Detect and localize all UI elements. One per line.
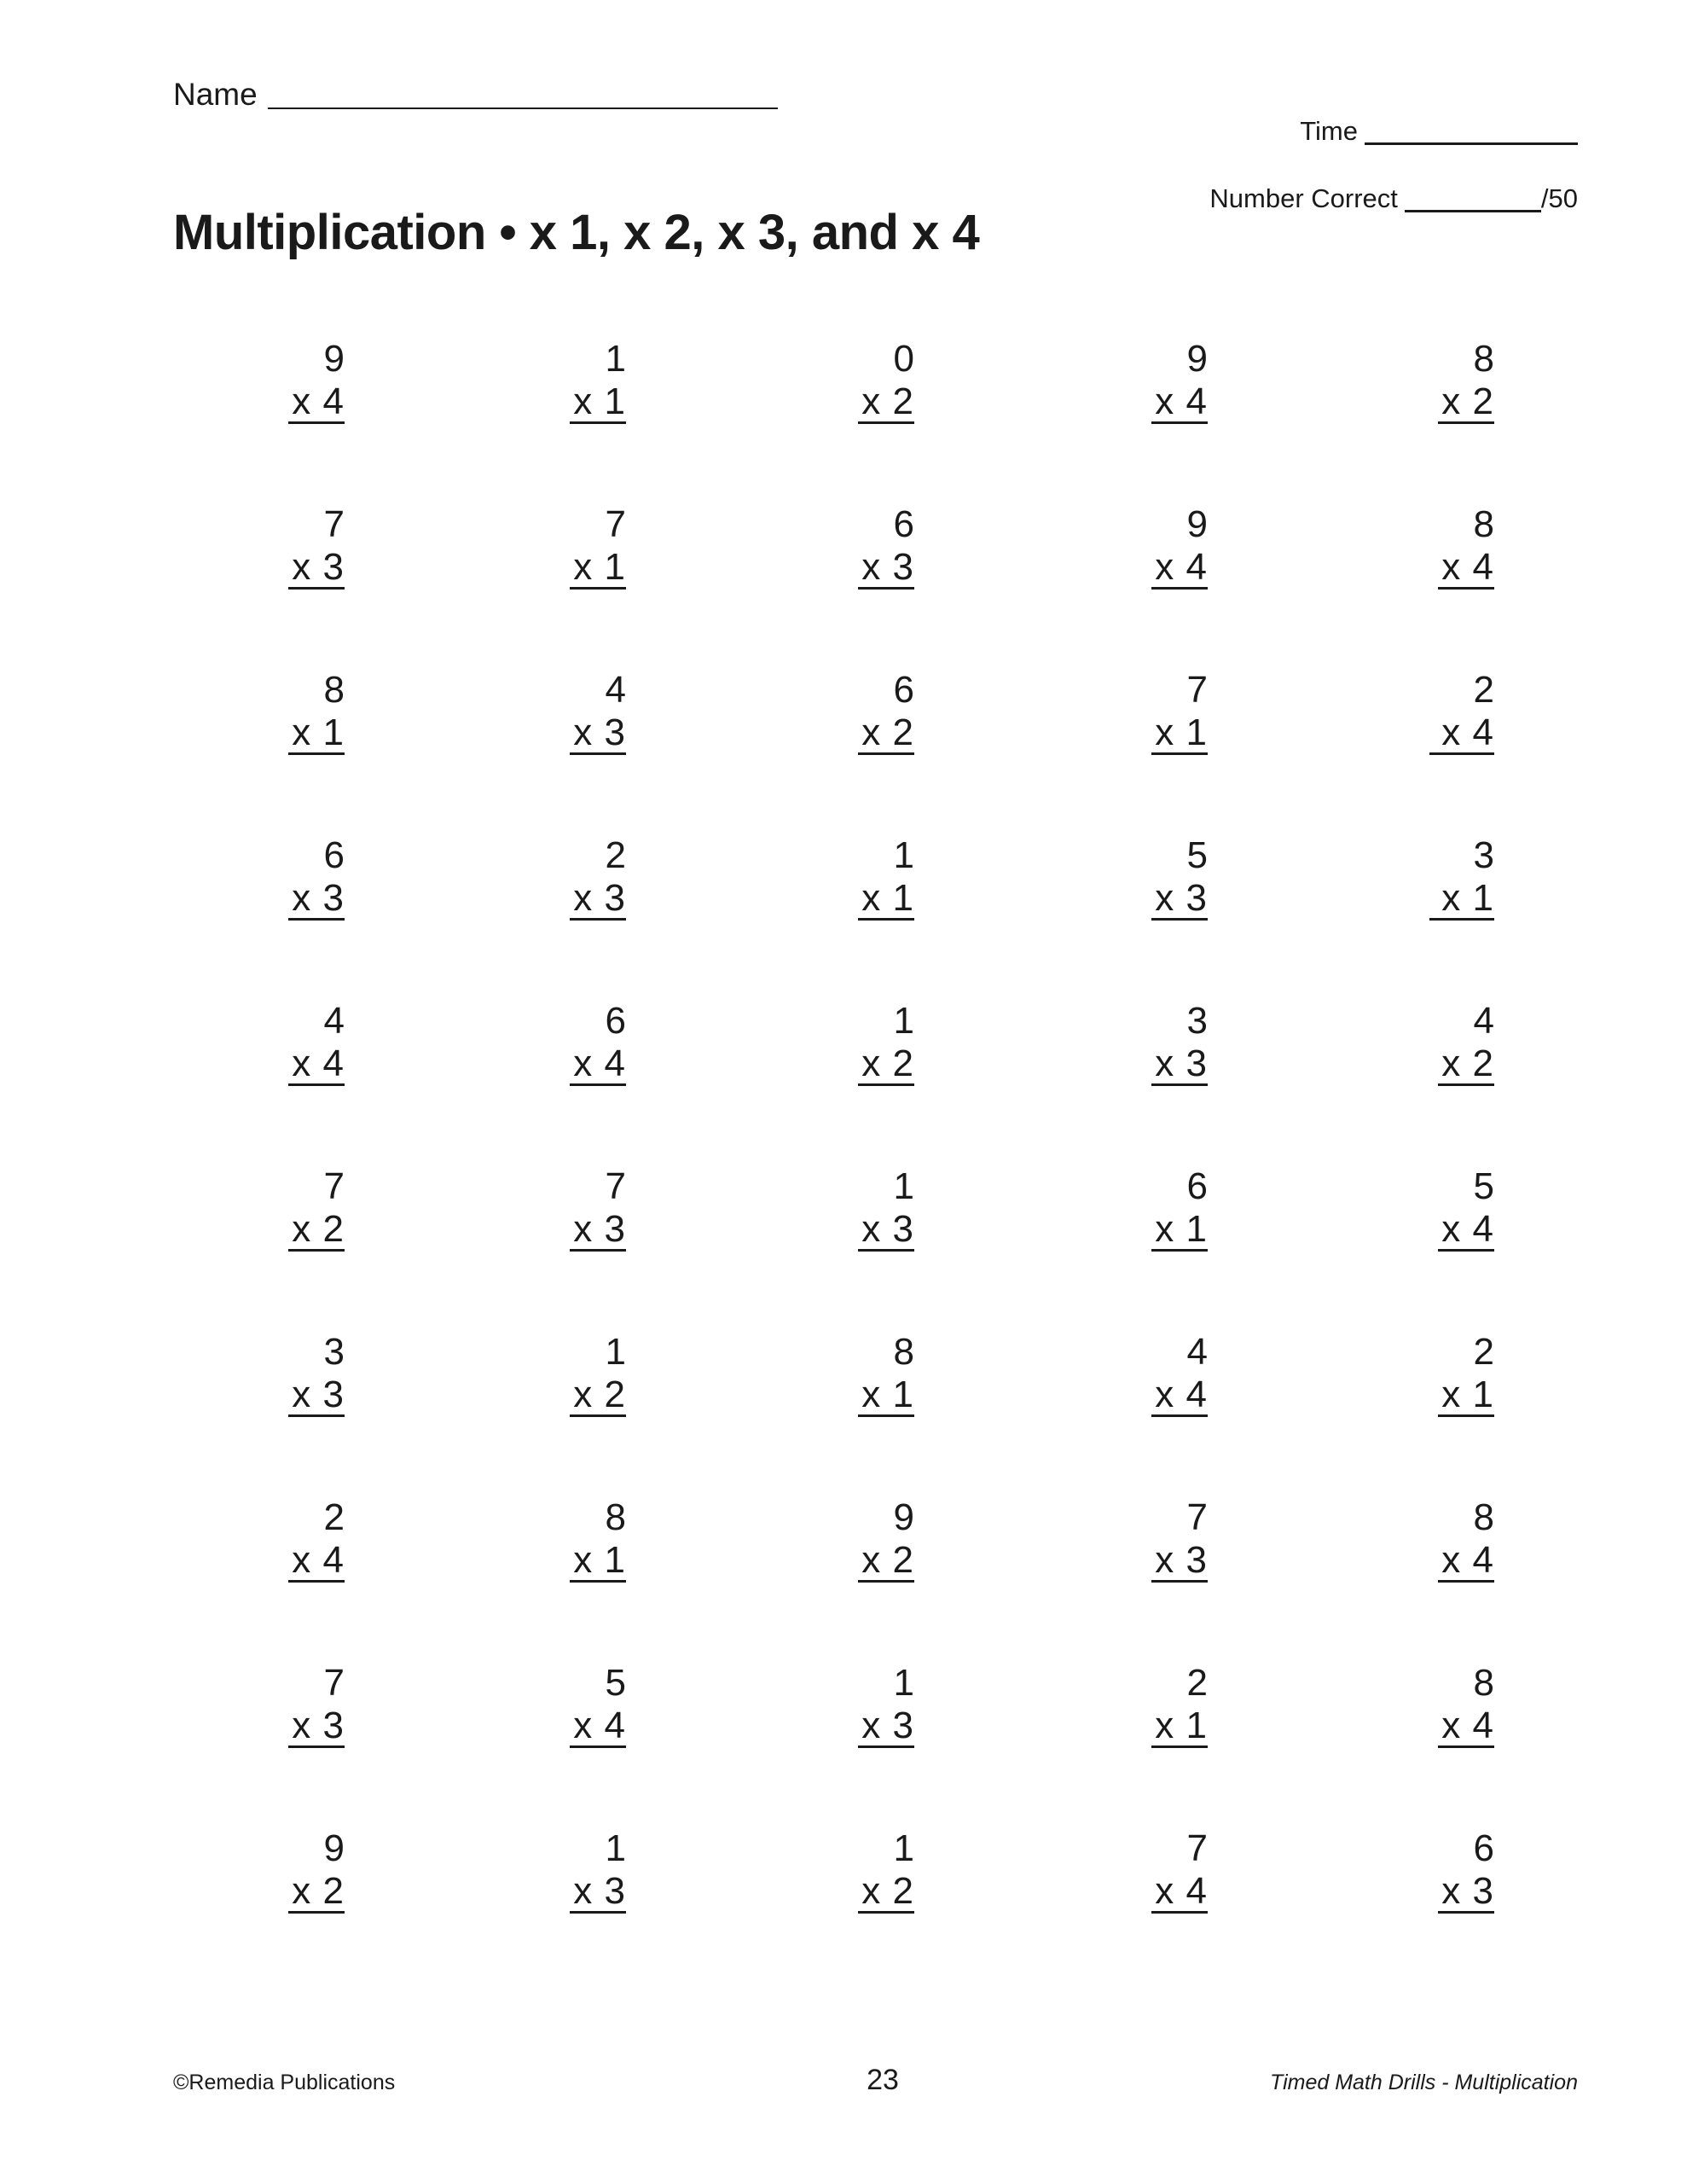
problem-multiplier: x 2 (1438, 382, 1494, 424)
problem-item (1080, 669, 1208, 755)
problem-multiplier: x 3 (1151, 1044, 1208, 1086)
problem-multiplicand: 9 (1186, 338, 1208, 380)
time-blank-line[interactable] (1365, 142, 1578, 145)
problem-item (786, 503, 914, 590)
problem-item (1366, 669, 1494, 755)
problem-item (1366, 1662, 1494, 1748)
problem-multiplier: x 4 (570, 1706, 626, 1748)
problem-multiplier: x 4 (1438, 1706, 1494, 1748)
problem-item (1080, 834, 1208, 921)
problem-multiplier: x 2 (288, 1210, 345, 1252)
problem-item (498, 1496, 626, 1583)
footer-page-number: 23 (867, 2064, 899, 2096)
problem-item (1366, 1000, 1494, 1086)
problem-multiplicand: 9 (323, 338, 345, 380)
problem-multiplicand: 7 (1186, 1496, 1208, 1538)
number-correct-total: /50 (1540, 183, 1578, 213)
problem-multiplicand: 4 (323, 1000, 345, 1042)
problem-multiplicand: 6 (1186, 1165, 1208, 1207)
problem-item (498, 1165, 626, 1252)
problem-multiplicand: 7 (323, 1165, 345, 1207)
problem-multiplicand: 8 (1473, 338, 1494, 380)
problem-multiplier: x 4 (1151, 1375, 1208, 1417)
problem-multiplier: x 3 (288, 1375, 345, 1417)
problem-item (786, 669, 914, 755)
problem-item (1366, 1165, 1494, 1252)
problem-multiplicand: 9 (893, 1496, 914, 1538)
problem-multiplicand: 7 (1186, 1827, 1208, 1869)
problem-multiplier: x 2 (570, 1375, 626, 1417)
problem-item (217, 1496, 345, 1583)
problem-item (786, 1662, 914, 1748)
problem-multiplicand: 3 (1473, 834, 1494, 876)
problem-item (1080, 1331, 1208, 1417)
problem-multiplier: x 2 (858, 382, 914, 424)
problem-multiplier: x 4 (288, 382, 345, 424)
problem-item (217, 1165, 345, 1252)
problem-multiplicand: 8 (1473, 503, 1494, 545)
problem-multiplicand: 5 (1473, 1165, 1494, 1207)
problem-multiplier: x 2 (858, 713, 914, 755)
problem-multiplier: x 4 (1151, 382, 1208, 424)
problem-item (498, 1000, 626, 1086)
problem-item (217, 1331, 345, 1417)
problem-multiplier: x 4 (1429, 713, 1494, 755)
problem-multiplicand: 6 (893, 503, 914, 545)
problem-item (217, 834, 345, 921)
problem-item (1366, 1827, 1494, 1914)
problem-multiplier: x 1 (858, 1375, 914, 1417)
name-label: Name (173, 77, 258, 112)
problem-multiplicand: 1 (893, 1662, 914, 1704)
problem-multiplier: x 2 (288, 1872, 345, 1914)
problem-multiplicand: 5 (605, 1662, 626, 1704)
problem-multiplier: x 3 (288, 548, 345, 590)
problem-multiplier: x 3 (570, 1872, 626, 1914)
problem-multiplier: x 3 (858, 1210, 914, 1252)
problem-multiplicand: 1 (893, 1000, 914, 1042)
problem-multiplier: x 3 (1438, 1872, 1494, 1914)
problem-multiplicand: 8 (1473, 1496, 1494, 1538)
problem-item (498, 669, 626, 755)
problem-multiplier: x 1 (858, 879, 914, 921)
problem-multiplicand: 0 (893, 338, 914, 380)
problem-multiplicand: 1 (893, 1827, 914, 1869)
problem-multiplicand: 2 (1473, 1331, 1494, 1373)
number-correct-row (1209, 182, 1578, 216)
problem-item (1366, 1331, 1494, 1417)
number-correct-blank-line[interactable] (1405, 210, 1541, 212)
problem-multiplier: x 1 (1151, 713, 1208, 755)
problem-multiplier: x 4 (288, 1044, 345, 1086)
problem-multiplier: x 4 (1151, 1872, 1208, 1914)
problem-multiplier: x 1 (570, 382, 626, 424)
problem-multiplicand: 4 (1186, 1331, 1208, 1373)
problem-multiplier: x 3 (858, 548, 914, 590)
problem-multiplicand: 8 (1473, 1662, 1494, 1704)
number-correct-label: Number Correct (1209, 183, 1398, 213)
problem-multiplicand: 3 (323, 1331, 345, 1373)
problem-item (498, 503, 626, 590)
problem-multiplicand: 1 (605, 338, 626, 380)
problem-multiplier: x 4 (1438, 1541, 1494, 1583)
problem-multiplier: x 4 (1151, 548, 1208, 590)
problem-multiplicand: 1 (605, 1827, 626, 1869)
problem-multiplier: x 3 (570, 713, 626, 755)
problem-item (217, 1000, 345, 1086)
problem-item (786, 1331, 914, 1417)
problem-multiplier: x 1 (1438, 1375, 1494, 1417)
problem-item (498, 1662, 626, 1748)
problem-item (1080, 1496, 1208, 1583)
problem-item (1080, 1662, 1208, 1748)
problem-multiplier: x 2 (1438, 1044, 1494, 1086)
problem-multiplier: x 1 (1151, 1706, 1208, 1748)
problem-item (217, 1662, 345, 1748)
problem-multiplicand: 2 (323, 1496, 345, 1538)
problem-multiplier: x 2 (858, 1044, 914, 1086)
problem-item (786, 834, 914, 921)
problem-item (786, 1000, 914, 1086)
problem-item (1080, 503, 1208, 590)
problem-multiplier: x 3 (288, 1706, 345, 1748)
problem-item (786, 1165, 914, 1252)
problem-multiplicand: 6 (1473, 1827, 1494, 1869)
problem-multiplier: x 3 (570, 879, 626, 921)
problem-multiplicand: 5 (1186, 834, 1208, 876)
problem-item (1366, 834, 1494, 921)
time-field-row (1300, 114, 1578, 148)
name-blank-line[interactable] (268, 107, 778, 109)
time-label: Time (1300, 116, 1358, 146)
problem-item (1080, 1165, 1208, 1252)
problem-item (217, 503, 345, 590)
problem-multiplicand: 7 (605, 1165, 626, 1207)
problem-multiplicand: 8 (893, 1331, 914, 1373)
problem-multiplier: x 4 (1438, 548, 1494, 590)
name-field-row (173, 75, 778, 114)
problem-item (498, 338, 626, 424)
problem-multiplicand: 1 (893, 1165, 914, 1207)
problem-item (217, 338, 345, 424)
problem-multiplicand: 9 (323, 1827, 345, 1869)
problem-item (786, 1496, 914, 1583)
problem-multiplicand: 2 (1186, 1662, 1208, 1704)
problem-item (217, 669, 345, 755)
problem-item (1080, 338, 1208, 424)
problem-item (1366, 1496, 1494, 1583)
problem-multiplier: x 3 (1151, 1541, 1208, 1583)
page-title: Multiplication • x 1, x 2, x 3, and x 4 (173, 205, 980, 260)
problem-item (1366, 338, 1494, 424)
problem-multiplier: x 4 (288, 1541, 345, 1583)
problem-item (1366, 503, 1494, 590)
problem-item (498, 834, 626, 921)
problem-multiplicand: 1 (605, 1331, 626, 1373)
problem-multiplier: x 1 (570, 1541, 626, 1583)
problem-multiplier: x 3 (288, 879, 345, 921)
problem-multiplicand: 6 (605, 1000, 626, 1042)
problem-item (498, 1331, 626, 1417)
problem-multiplier: x 2 (858, 1872, 914, 1914)
problem-item (498, 1827, 626, 1914)
footer-publisher: ©Remedia Publications (173, 2071, 396, 2094)
problem-multiplicand: 4 (605, 669, 626, 711)
problem-multiplicand: 6 (323, 834, 345, 876)
problem-multiplicand: 7 (605, 503, 626, 545)
problem-multiplier: x 3 (858, 1706, 914, 1748)
problem-item (786, 1827, 914, 1914)
problem-multiplier: x 1 (570, 548, 626, 590)
problem-item (1080, 1827, 1208, 1914)
problem-multiplier: x 3 (1151, 879, 1208, 921)
problem-multiplier: x 4 (1438, 1210, 1494, 1252)
problem-multiplier: x 4 (570, 1044, 626, 1086)
problem-multiplicand: 8 (323, 669, 345, 711)
problem-multiplier: x 1 (288, 713, 345, 755)
problem-multiplier: x 1 (1429, 879, 1494, 921)
problem-multiplicand: 8 (605, 1496, 626, 1538)
problem-multiplicand: 2 (605, 834, 626, 876)
problem-multiplicand: 2 (1473, 669, 1494, 711)
problem-multiplier: x 1 (1151, 1210, 1208, 1252)
problem-multiplicand: 7 (323, 503, 345, 545)
problem-multiplicand: 4 (1473, 1000, 1494, 1042)
problem-multiplier: x 3 (570, 1210, 626, 1252)
problem-item (1080, 1000, 1208, 1086)
problem-multiplicand: 3 (1186, 1000, 1208, 1042)
problem-item (786, 338, 914, 424)
problem-multiplicand: 7 (323, 1662, 345, 1704)
problem-item (217, 1827, 345, 1914)
problem-multiplicand: 6 (893, 669, 914, 711)
footer-book-title: Timed Math Drills - Multiplication (1270, 2071, 1578, 2094)
problem-multiplicand: 1 (893, 834, 914, 876)
problem-multiplicand: 9 (1186, 503, 1208, 545)
problem-multiplier: x 2 (858, 1541, 914, 1583)
problem-multiplicand: 7 (1186, 669, 1208, 711)
